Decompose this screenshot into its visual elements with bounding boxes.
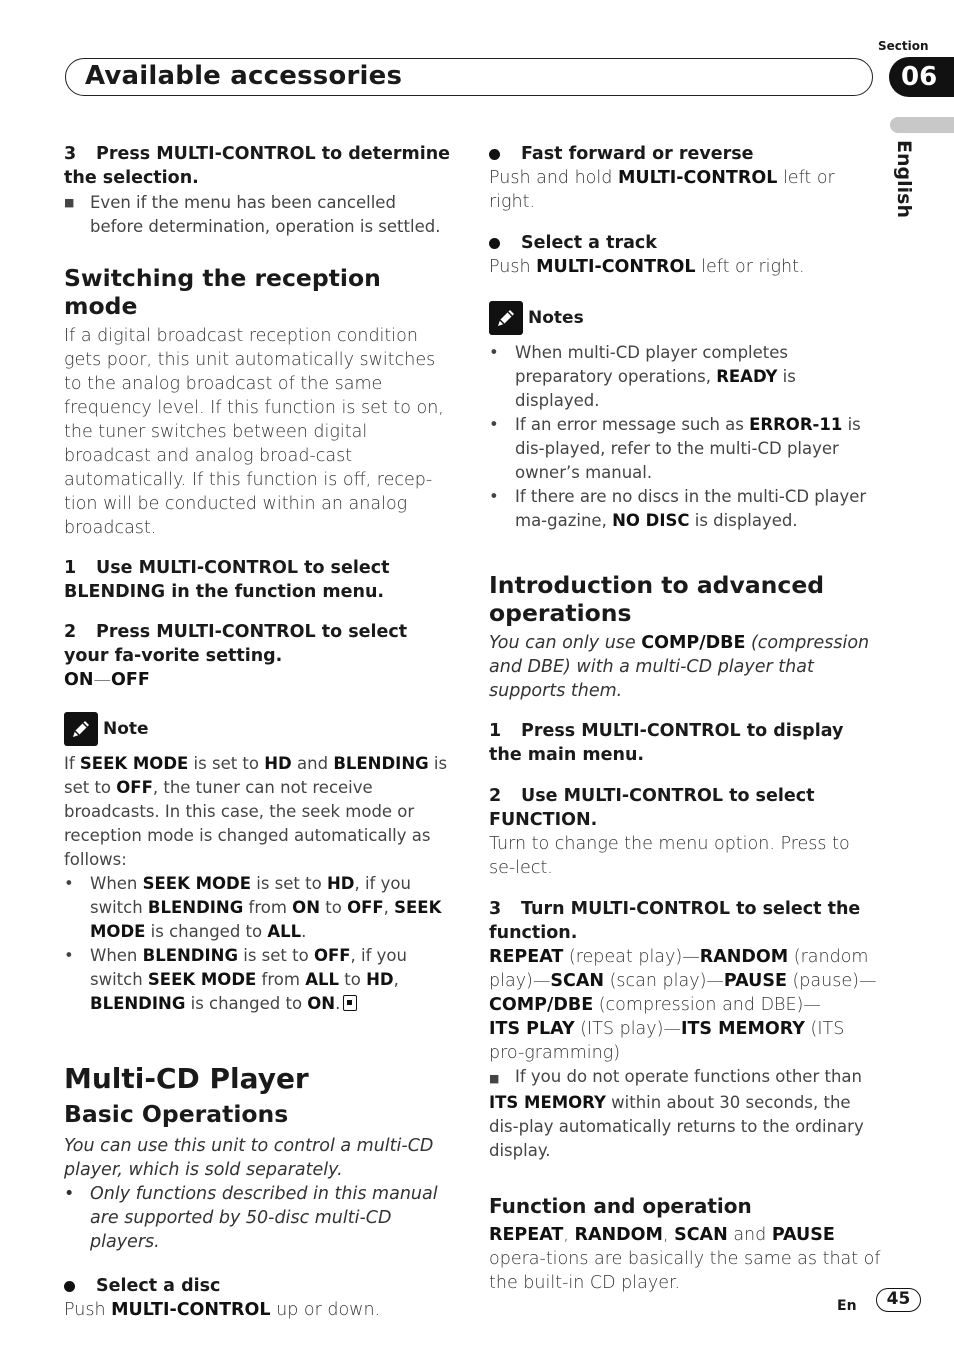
footer-language: En [837,1298,857,1314]
section-heading-reception: Switching the reception mode [64,264,381,320]
function-operation-body: REPEAT, RANDOM, SCAN and PAUSE opera-tions are basically the same as that of the built-in CD player. [489,1225,881,1293]
left-column [64,142,454,1322]
item-select-disc: Select a disc [64,1274,454,1298]
page-title: Available accessories [85,61,403,91]
function-timeout-note: ■ If you do not operate functions other than ITS MEMORY within about 30 seconds, the dis-play automatically returns to the ordinary display. [489,1067,864,1160]
pencil-note-icon [64,712,98,746]
list-item: • If there are no discs in the multi-CD player ma-gazine, NO DISC is displayed. [489,487,867,530]
blending-note: If SEEK MODE is set to HD and BLENDING is set to OFF, the tuner can not receive broadcasts. In this case, the seek mode or reception mode is changed automatically as follows: [64,754,448,869]
fast-forward-instruction: Push and hold MULTI-CONTROL left or right. [489,168,835,212]
list-item: • When multi-CD player completes preparatory operations, READY is displayed. [489,343,796,410]
step-turn-select-function: 3 Turn MULTI-CONTROL to select the function. [489,899,861,943]
section-label: Section [878,39,929,53]
select-track-instruction: Push MULTI-CONTROL left or right. [489,257,805,277]
step-display-main-menu: 1 Press MULTI-CONTROL to display the main menu. [489,721,844,765]
pencil-note-icon [489,301,523,335]
step-select-function: 2 Use MULTI-CONTROL to select FUNCTION. [489,786,815,830]
step-select-blending: 1 Use MULTI-CONTROL to select BLENDING in the function menu. [64,558,390,602]
item-select-track: Select a track [489,231,881,255]
advanced-intro: You can only use COMP/DBE (compression and DBE) with a multi-CD player that supports them. [489,633,870,701]
notes-list [489,341,881,533]
subheading-function-operation: Function and operation [489,1194,752,1218]
step-determine-selection: 3 Press MULTI-CONTROL to determine the selection. [64,144,451,188]
item-fast-forward: Fast forward or reverse [489,142,881,166]
blending-note-list [64,872,454,1016]
select-function-instruction: Turn to change the menu option. Press to se-lect. [489,834,850,878]
section-heading-basic-operations: Basic Operations [64,1100,289,1128]
round-bullet-icon [489,238,500,249]
select-disc-instruction: Push MULTI-CONTROL up or down. [64,1300,381,1320]
chapter-heading-multi-cd: Multi-CD Player [64,1062,309,1095]
round-bullet-icon [64,1281,75,1292]
square-bullet-icon: ■ [64,196,75,209]
section-heading-advanced: Introduction to advanced operations [489,571,825,627]
list-item: • When SEEK MODE is set to HD, if you switch BLENDING from ON to OFF, SEEK MODE is changed to ALL. [64,874,442,941]
notes-heading: Notes [489,301,881,335]
square-bullet-icon: ■ [489,1072,500,1085]
step-note: ■ Even if the menu has been cancelled before determination, operation is settled. [64,191,454,239]
section-number-badge: 06 [889,57,954,97]
basic-intro: You can use this unit to control a multi-CD player, which is sold separately. [64,1136,434,1180]
function-options: REPEAT (repeat play)—RANDOM (random play)—SCAN (scan play)—PAUSE (pause)— COMP/DBE (compression and DBE)— ITS PLAY (ITS play)—ITS MEMORY (ITS pro-gramming) [489,947,877,1063]
note-heading: Note [64,712,454,746]
right-column [489,142,881,1295]
step-select-setting: 2 Press MULTI-CONTROL to select your fa-vorite setting. [64,622,408,666]
reception-description: If a digital broadcast reception condition gets poor, this unit automatically switches to the analog broadcast of the same frequency level. If this function is set to on, the tuner switches between digital broadcast and analog broad-cast automatically. If this function is off, recep-tion will be conducted within an analog broadcast. [64,326,444,538]
round-bullet-icon [489,149,500,160]
basic-bullet: • Only functions described in this manual are supported by 50-disc multi-CD players. [64,1184,438,1252]
on-off-options: ON—OFF [64,670,150,690]
list-item: • If an error message such as ERROR-11 is dis-played, refer to the multi-CD player owner’s manual. [489,415,861,482]
list-item: • When BLENDING is set to OFF, if you switch SEEK MODE from ALL to HD, BLENDING is changed to ON. [64,946,407,1013]
page-number: 45 [876,1288,921,1312]
language-tab-marker [890,117,954,133]
language-tab-label: English [893,140,915,218]
end-of-section-icon [343,995,357,1011]
